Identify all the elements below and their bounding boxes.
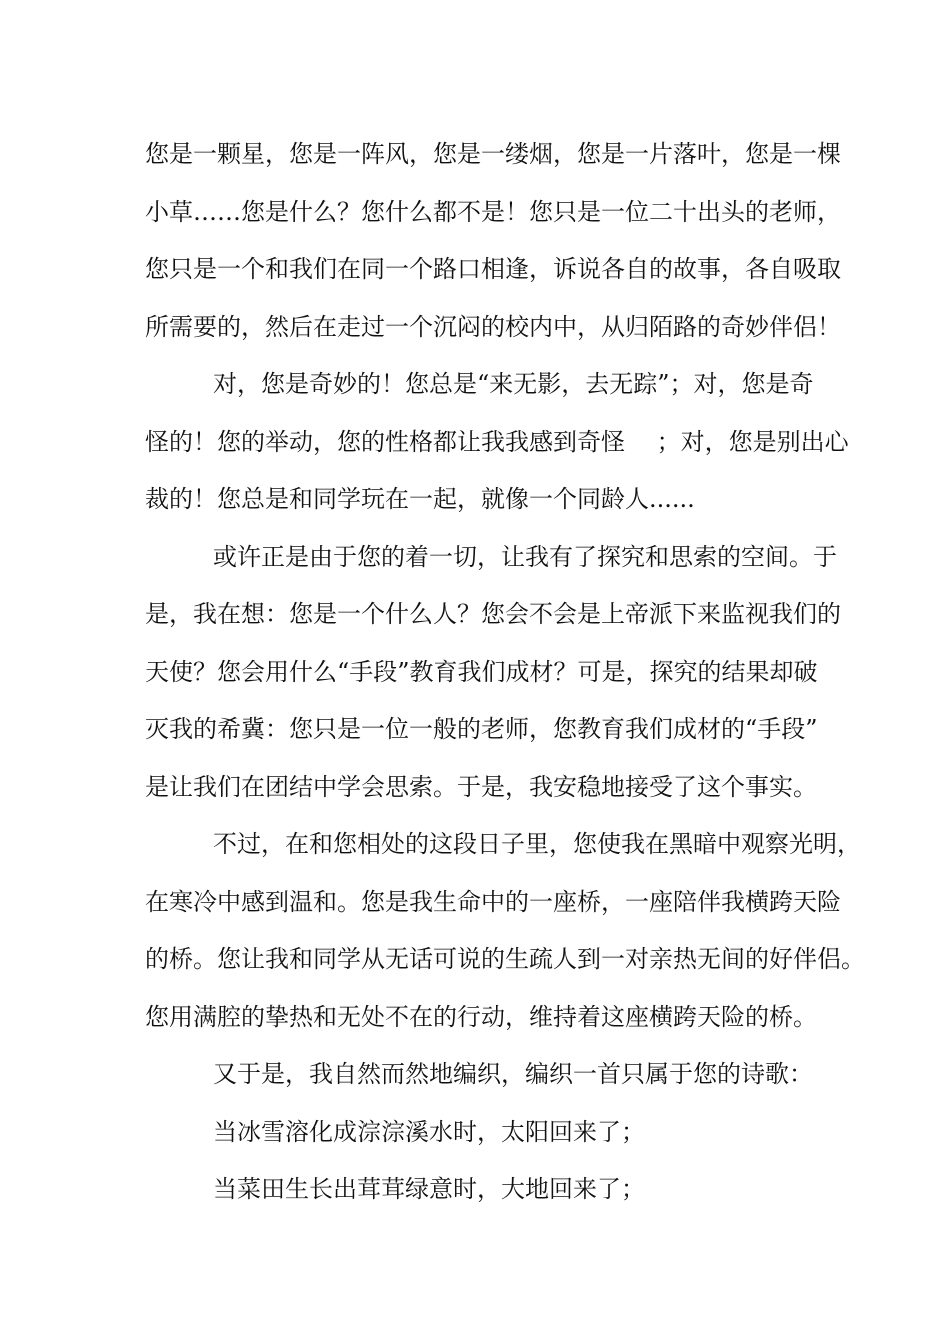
text-line: 对，您是奇妙的！您总是“来无影，去无踪”；对，您是奇 — [213, 370, 814, 398]
text-line: 又于是，我自然而然地编织，编织一首只属于您的诗歌： — [213, 1060, 813, 1088]
text-line: 不过，在和您相处的这段日子里，您使我在黑暗中观察光明， — [213, 830, 861, 858]
text-line: 您用满腔的挚热和无处不在的行动，维持着这座横跨天险的桥。 — [145, 1002, 817, 1031]
text-line: 您是一颗星，您是一阵风，您是一缕烟，您是一片落叶，您是一棵 — [145, 140, 841, 168]
text-line: 灭我的希冀：您只是一位一般的老师，您教育我们成材的“手段” — [145, 715, 818, 743]
text-line: 的桥。您让我和同学从无话可说的生疏人到一对亲热无间的好伴侣。 — [145, 945, 865, 973]
text-line: 您只是一个和我们在同一个路口相逢，诉说各自的故事，各自吸取 — [145, 255, 841, 283]
text-line: 或许正是由于您的着一切，让我有了探究和思索的空间。于 — [213, 542, 837, 571]
body-text — [145, 126, 865, 1219]
text-line: 在寒冷中感到温和。您是我生命中的一座桥，一座陪伴我横跨天险 — [145, 887, 841, 916]
text-line: 天使？您会用什么“手段”教育我们成材？可是，探究的结果却破 — [145, 657, 818, 686]
text-line: 是，我在想：您是一个什么人？您会不会是上帝派下来监视我们的 — [145, 600, 841, 628]
text-line: 小草……您是什么？您什么都不是！您只是一位二十出头的老师， — [145, 197, 841, 226]
text-line: 是让我们在团结中学会思索。于是，我安稳地接受了这个事实。 — [145, 772, 817, 801]
text-line: 裁的！您总是和同学玩在一起，就像一个同龄人...... — [145, 485, 695, 513]
text-line: 所需要的，然后在走过一个沉闷的校内中，从归陌路的奇妙伴侣！ — [145, 312, 841, 341]
text-line: 当冰雪溶化成淙淙溪水时，太阳回来了； — [213, 1117, 645, 1146]
text-line: 当菜田生长出茸茸绿意时，大地回来了； — [213, 1175, 645, 1203]
text-line: 怪的！您的举动，您的性格都让我我感到奇怪 ；对，您是别出心 — [145, 427, 849, 456]
